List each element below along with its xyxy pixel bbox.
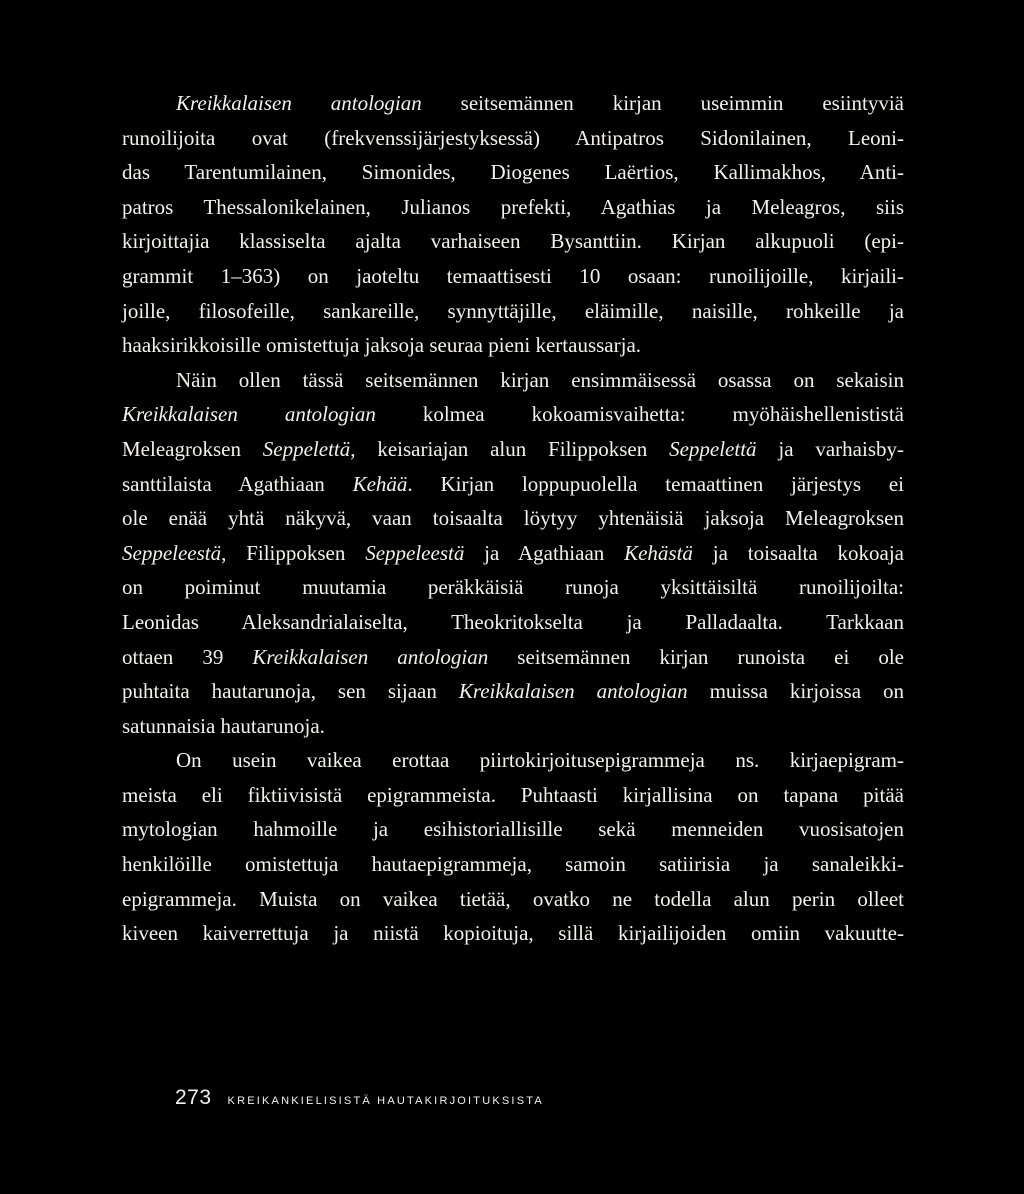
text-line: Leonidas Aleksandrialaiselta, Theokritokselta ja Palladaalta. Tarkkaan [122,609,904,634]
text-line: on poiminut muutamia peräkkäisiä runoja yksittäisiltä runoilijoilta: [122,575,904,600]
text-line: henkilöille omistettuja hautaepigrammeja, samoin satiirisia ja sanaleikki- [122,852,904,877]
text-line: Meleagroksen Seppelettä, keisariajan alun Filippoksen Seppelettä ja varhaisby- [122,436,904,461]
text-line: Seppeleestä, Filippoksen Seppeleestä ja Agathiaan Kehästä ja toisaalta kokoaja [122,540,905,565]
text-line: mytologian hahmoille ja esihistoriallisille sekä menneiden vuosisatojen [122,817,904,842]
text-line: epigrammeja. Muista on vaikea tietää, ovatko ne todella alun perin olleet [122,886,904,911]
text-line: grammit 1–363) on jaoteltu temaattisesti 10 osaan: runoilijoille, kirjaili- [122,263,904,288]
text-line: joille, filosofeille, sankareille, synnyttäjille, eläimille, naisille, rohkeille ja [122,298,904,323]
body-text [122,86,904,951]
text-line: kirjoittajia klassiselta ajalta varhaiseen Bysanttiin. Kirjan alkupuoli (epi- [122,229,904,254]
running-head: KREIKANKIELISISTÄ HAUTAKIRJOITUKSISTA [227,1095,544,1107]
page-footer [175,1086,544,1110]
text-line: meista eli fiktiivisistä epigrammeista. Puhtaasti kirjallisina on tapana pitää [122,782,904,807]
text-line: On usein vaikea erottaa piirtokirjoitusepigrammeja ns. kirjaepigram- [176,748,904,773]
text-line: ole enää yhtä näkyvä, vaan toisaalta löytyy yhtenäisiä jaksoja Meleagroksen [122,506,904,531]
text-line: Kreikkalaisen antologian kolmea kokoamisvaihetta: myöhäishellenististä [122,402,904,427]
text-line: patros Thessalonikelainen, Julianos prefekti, Agathias ja Meleagros, siis [122,194,904,219]
text-line: runoilijoita ovat (frekvenssijärjestyksessä) Antipatros Sidonilainen, Leoni- [122,125,904,150]
text-line: kiveen kaiverrettuja ja niistä kopioituja, sillä kirjailijoiden omiin vakuutte- [122,921,904,946]
text-line: Kreikkalaisen antologian seitsemännen kirjan useimmin esiintyviä [176,91,904,115]
page-number: 273 [175,1086,212,1109]
text-line: Näin ollen tässä seitsemännen kirjan ensimmäisessä osassa on sekaisin [176,367,904,392]
text-line: satunnaisia hautarunoja. [122,713,325,738]
text-line: haaksirikkoisille omistettuja jaksoja seuraa pieni kertaussarja. [122,333,642,358]
text-line: puhtaita hautarunoja, sen sijaan Kreikkalaisen antologian muissa kirjoissa on [122,679,904,704]
text-line: ottaen 39 Kreikkalaisen antologian seitsemännen kirjan runoista ei ole [122,644,904,669]
text-line: santtilaista Agathiaan Kehää. Kirjan loppupuolella temaattinen järjestys ei [122,471,904,496]
text-line: das Tarentumilainen, Simonides, Diogenes Laërtios, Kallimakhos, Anti- [122,160,904,185]
